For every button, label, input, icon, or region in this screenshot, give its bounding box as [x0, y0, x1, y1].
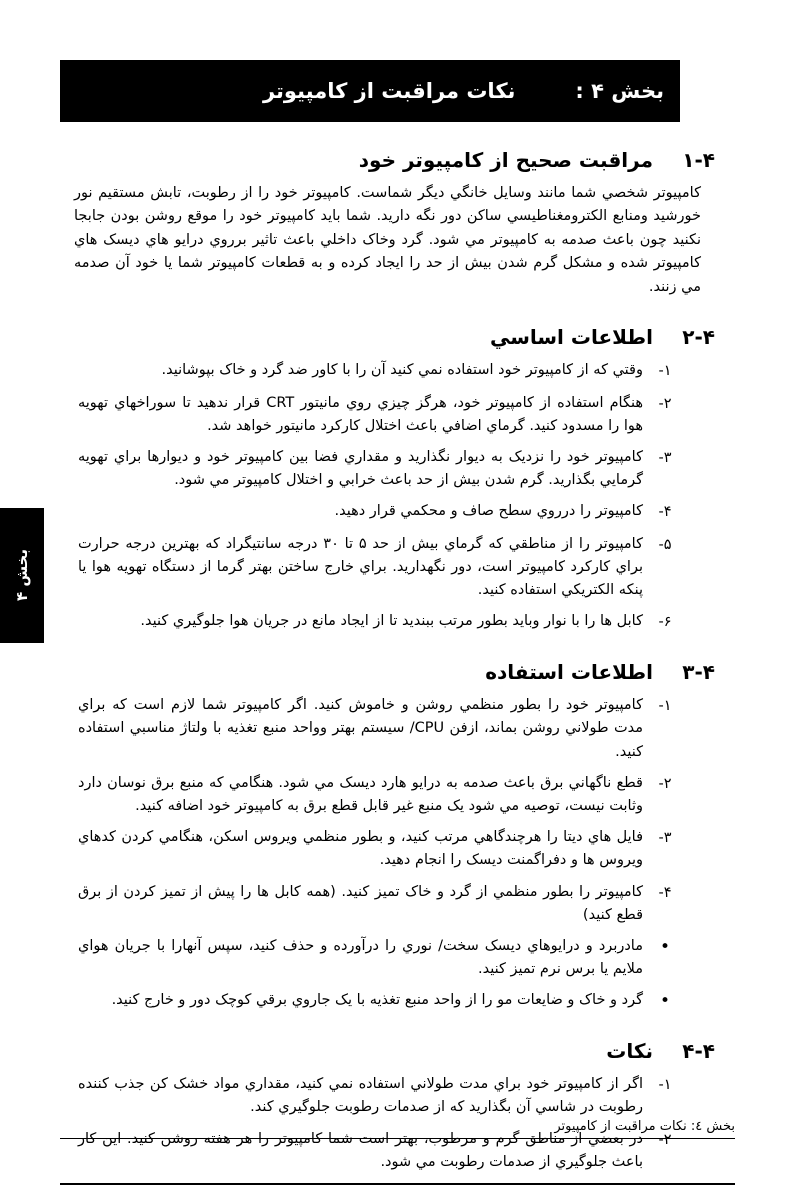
list-item-text: کامپيوتر خود را بطور منظمي روشن و خاموش کنيد. اگر کامپيوتر شما لازم است که براي مدت طولاني روشن بماند، ازفن CPU/ سيستم بهتر وواحد منبع تغذيه با ولتاژ مناسبي استفاده کنيد.: [78, 697, 643, 760]
list-item: [60, 826, 687, 872]
footer-label: بخش ٤: نکات مراقبت از کامپيوتر: [554, 1119, 735, 1134]
footer-divider: [60, 1138, 735, 1139]
list-item: [60, 500, 687, 524]
page-bottom-divider: [60, 1183, 735, 1185]
list-item-marker: ۴-: [658, 884, 672, 901]
list-item: [60, 935, 687, 981]
section-title-3: اطلاعات استفاده: [485, 660, 653, 685]
section-heading-2: [60, 325, 715, 349]
list-item-marker: ۶-: [658, 614, 672, 631]
section-number-1: ۱-۴: [682, 148, 715, 172]
list-item-marker: ۲-: [658, 775, 672, 792]
list-item: [60, 392, 687, 438]
list-item-marker: ۲-: [658, 395, 672, 412]
list-item-text: کامپيوتر را از مناطقي که گرماي بيش از حد ۵ تا ۳۰ درجه سانتيگراد که بهترين درجه حرارت براي کارکرد کامپيوتر است، دور نگهداريد. براي خارج ساختن بهتر گرما از دستگاه تهويه هوا يا پنکه الکتريکي استفاده کنيد.: [78, 535, 643, 598]
section-heading-4: [60, 1039, 715, 1063]
list-item-marker: ۵-: [658, 536, 672, 553]
section-2-list-wrap: [60, 359, 715, 634]
list-item-text: قطع ناگهاني برق باعث صدمه به درايو هارد ديسک مي شود. هنگامي که منبع برق نوسان دارد وثابت نيست، توصيه مي شود يک منبع غير قابل قطع برق به کامپيوتر خود اضافه کنيد.: [78, 774, 643, 815]
list-item-marker: ۳-: [658, 830, 672, 847]
list-item: [60, 533, 687, 603]
list-item-text: وقتي که از کامپيوتر خود استفاده نمي کنيد آن را با کاور ضد گرد و خاک بپوشانيد.: [161, 362, 643, 379]
document-content: [60, 60, 715, 1182]
list-item-text: کامپيوتر را درروي سطح صاف و محکمي قرار دهيد.: [334, 503, 643, 520]
chapter-banner-title: نکات مراقبت از کامپیوتر: [262, 79, 516, 103]
section-side-tab-label: بخش ۴: [12, 549, 31, 602]
list-item-text: فايل هاي ديتا را هرچندگاهي مرتب کنيد، و بطور منظمي ويروس اسکن، هنگامي کردن کدهاي ويروس ها و دفراگمنت ديسک را انجام دهيد.: [78, 829, 643, 869]
list-item: [60, 772, 687, 818]
list-item: [60, 694, 687, 764]
list-item-text: کامپيوتر خود را نزديک به ديوار نگذاريد و مقداري فضا بين کامپيوتر خود و ديوارها براي تهويه گرمايي بگذاريد. گرم شدن بيش از حد باعث خرابي و اختلال کامپيوتر مي شود.: [78, 448, 643, 489]
list-item-marker: ۱-: [658, 1077, 672, 1094]
section-heading-3: [60, 660, 715, 684]
list-item: [60, 881, 687, 927]
list-item: [60, 359, 687, 383]
section-number-4: ۴-۴: [682, 1039, 715, 1064]
chapter-banner-section: بخش ۴ :: [575, 79, 664, 103]
list-item-text: مادربرد و درايوهاي ديسک سخت/ نوري را درآورده و حذف کنيد، سپس آنهارا با جريان هواي ملايم يا برس نرم تميز کنيد.: [78, 937, 643, 978]
list-item: [60, 989, 687, 1013]
section-number-2: ۲-۴: [682, 325, 715, 350]
list-item-text: اگر از کامپيوتر خود براي مدت طولاني استفاده نمي کنيد، مقداري مواد خشک کن جذب کننده رطوبت در شاسي آن بگذاريد که از صدمات رطوبت جلوگيري کند.: [78, 1076, 643, 1116]
list-item: [60, 446, 687, 492]
section-1-paragraph: کامپيوتر شخصي شما مانند وسايل خانگي ديگر شماست. کامپيوتر خود را از رطوبت، تابش مستقيم نور خورشيد ومنابع الکترومغناطيسي ساکن دور نگه داريد. شما بايد کامپيوتر خود را موقع روشن بودن جابجا نکنيد چون باعث صدمه به کامپيوتر مي شود. گرد وخاک داخلي باعث تاثير برروي درايو هاي ديسک هاي کامپيوتر شده و مشکل گرم شدن بيش از حد را ايجاد کرده و به قطعات کامپيوتر شما يا خود آن صدمه مي زنند.: [74, 185, 701, 295]
list-item-marker: ۳-: [658, 449, 672, 466]
list-item-text: کابل ها را با نوار وبايد بطور مرتب ببنديد تا از ايجاد مانع در جريان هوا جلوگيري کنيد.: [140, 613, 643, 630]
section-3-list-wrap: [60, 694, 715, 1013]
section-number-3: ۳-۴: [682, 660, 715, 685]
list-item: [60, 610, 687, 634]
list-item-marker: ۲-: [658, 1131, 672, 1148]
list-item-text: در بعضي از مناطق گرم و مرطوب، بهتر است شما کامپيوتر را هر هفته روشن کنيد. اين کار باعث جلوگيري از صدمات رطوبت مي شود.: [78, 1130, 643, 1170]
list-item-marker: ۴-: [658, 504, 672, 521]
list-item: [60, 1073, 687, 1119]
list-item-marker: •: [659, 991, 671, 1012]
section-title-4: نکات: [606, 1039, 653, 1064]
section-title-2: اطلاعات اساسي: [489, 325, 653, 350]
list-item-text: هنگام استفاده از کامپيوتر خود، هرگز چيزي روي مانيتور CRT قرار ندهيد تا سوراخهاي تهويه هوا را مسدود کنيد. گرماي اضافي باعث اختلال کارکرد مانيتور خواهد شد.: [78, 394, 643, 434]
section-title-1: مراقبت صحيح از کامپيوتر خود: [358, 148, 653, 172]
page-footer: [60, 1119, 735, 1139]
list-item-text: کامپيوتر را بطور منظمي از گرد و خاک تميز کنيد. (همه کابل ها را پيش از تميز کردن از برق قطع کنيد): [78, 883, 643, 923]
section-heading-1: [60, 148, 715, 172]
section-3-list: [60, 694, 687, 1013]
section-2-list: [60, 359, 687, 634]
chapter-banner: [60, 60, 680, 122]
list-item-marker: ۱-: [658, 363, 672, 380]
section-side-tab: [0, 508, 44, 643]
list-item-marker: •: [659, 936, 671, 957]
list-item-text: گرد و خاک و ضايعات مو را از واحد منبع تغذيه با يک جاروي برقي کوچک دور و خارج کنيد.: [111, 992, 643, 1009]
list-item-marker: ۱-: [658, 698, 672, 715]
